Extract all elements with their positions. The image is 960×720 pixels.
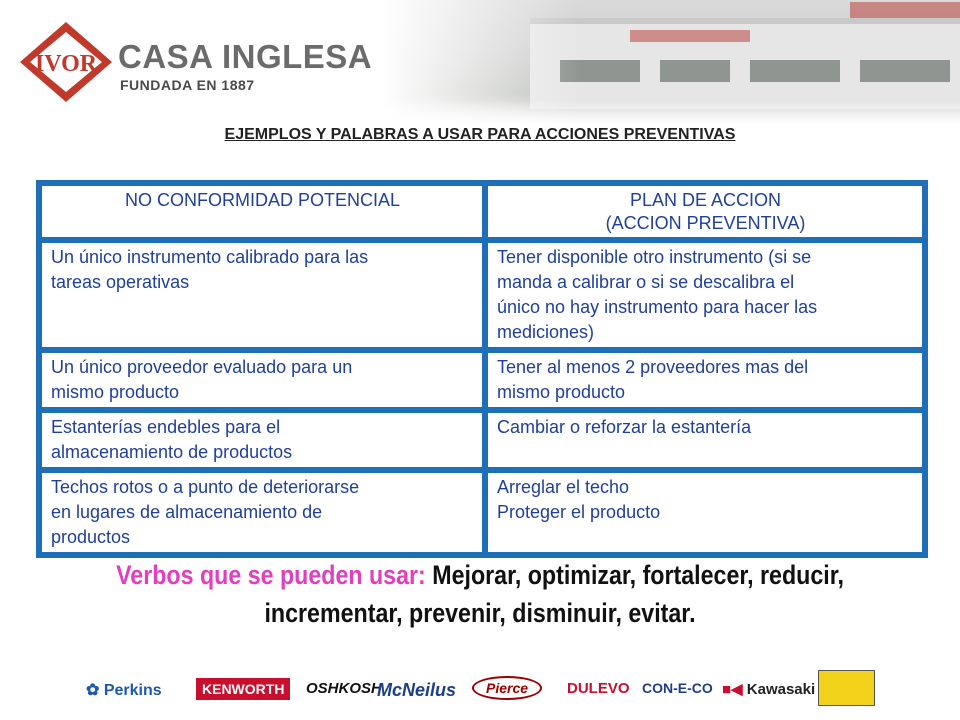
nonconformity-cell: Un único instrumento calibrado para las tareas operativas [39, 240, 485, 350]
company-logo [18, 20, 114, 109]
mcneilus-logo: McNeilus [377, 680, 457, 700]
action-cell: Arreglar el techo Proteger el producto [485, 470, 925, 555]
nonconformity-cell: Un único proveedor evaluado para un mismo producto [39, 350, 485, 410]
verbs-text [84, 556, 875, 632]
perkins-logo: ✿ Perkins [86, 682, 162, 699]
header-nonconformity: NO CONFORMIDAD POTENCIAL [39, 183, 485, 240]
header-photo [380, 0, 960, 125]
coneco-logo: CON-E-CO [642, 680, 713, 696]
svg-text:IVOR: IVOR [34, 51, 98, 77]
kawasaki-logo: ■◀ Kawasaki [722, 681, 816, 698]
sign [630, 30, 750, 42]
verbs-list-line1: Mejorar, optimizar, fortalecer, reducir, [425, 560, 844, 590]
verbs-label: Verbos que se pueden usar: [116, 560, 426, 590]
brand-logos-strip [80, 668, 880, 708]
kenworth-logo: KENWORTH [196, 678, 290, 700]
table-row [39, 470, 925, 555]
action-cell: Tener al menos 2 proveedores mas del mismo producto [485, 350, 925, 410]
window [750, 60, 840, 82]
header-action-plan [485, 183, 925, 240]
nonconformity-cell: Estanterías endebles para el almacenamiento de productos [39, 410, 485, 470]
table-row [39, 240, 925, 350]
oshkosh-logo: OSHKOSH [306, 680, 382, 697]
company-name: CASA INGLESA [118, 38, 373, 75]
verbs-list-line2: incrementar, prevenir, disminuir, evitar. [264, 598, 696, 628]
action-cell: Cambiar o reforzar la estantería [485, 410, 925, 470]
pierce-logo: Pierce [472, 676, 542, 700]
sign [850, 2, 960, 18]
window [860, 60, 950, 82]
page-title: EJEMPLOS Y PALABRAS A USAR PARA ACCIONES PREVENTIVAS [224, 126, 736, 143]
machine-logo [818, 670, 875, 706]
table-row [39, 350, 925, 410]
header-action-plan-line1: PLAN DE ACCION [629, 190, 782, 210]
preventive-actions-table [36, 180, 928, 558]
nonconformity-cell: Techos rotos o a punto de deteriorarse en lugares de almacenamiento de productos [39, 470, 485, 555]
action-cell: Tener disponible otro instrumento (si se manda a calibrar o si se descalibra el único no hay instrumento para hacer las mediciones) [485, 240, 925, 350]
header-action-plan-line2: (ACCION PREVENTIVA) [605, 213, 806, 233]
window [660, 60, 730, 82]
company-founded: FUNDADA EN 1887 [120, 77, 255, 93]
dulevo-logo: DULEVO [567, 680, 630, 697]
table-row [39, 410, 925, 470]
table-header-row [39, 183, 925, 240]
photo-fade-bottom [380, 100, 960, 125]
ivor-diamond-icon [18, 20, 114, 104]
